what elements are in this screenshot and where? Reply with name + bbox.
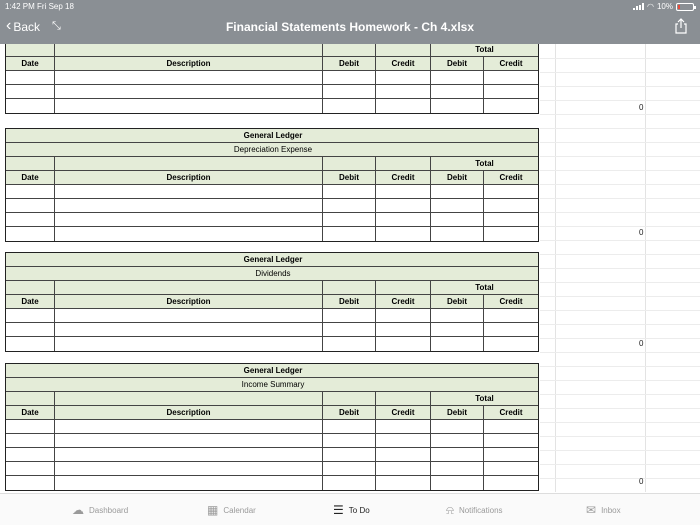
sheet-gridline [540,128,700,129]
column-header-debit[interactable]: Debit [323,406,376,419]
blank-cell[interactable] [323,281,376,294]
column-header-credit[interactable]: Credit [376,406,431,419]
entry-cell[interactable] [484,71,538,84]
sheet-gridline [540,86,700,87]
sheet-gridline [540,352,700,353]
entry-cell[interactable] [484,213,538,226]
sheet-gridline [540,408,700,409]
entry-cell[interactable] [431,185,484,198]
tab-label: Dashboard [89,505,129,515]
ledger-total-row [6,44,538,57]
cloud-icon: ☁ [72,503,84,517]
sheet-gridline [540,142,700,143]
blank-cell[interactable] [376,44,431,56]
sheet-gridline [540,324,700,325]
entry-cell[interactable] [323,309,376,322]
sheet-gridline [540,422,700,423]
column-header-debit[interactable]: Debit [431,406,484,419]
entry-cell[interactable] [6,85,55,98]
entry-cell[interactable] [6,185,55,198]
column-header-credit[interactable]: Credit [376,57,431,70]
entry-cell[interactable] [6,337,55,351]
ledger-total-row [6,157,538,171]
entry-cell[interactable] [6,213,55,226]
ledger-column-header-row [6,295,538,309]
tab-label: To Do [348,505,370,515]
entry-cell[interactable] [55,71,323,84]
entry-cell[interactable] [484,309,538,322]
entry-cell[interactable] [431,476,484,490]
blank-cell[interactable] [6,157,55,170]
entry-cell[interactable] [376,199,431,212]
spreadsheet-area[interactable] [0,44,700,492]
ledger-account-name[interactable]: Dividends [255,269,291,278]
general-ledger-table [5,44,539,114]
entry-cell[interactable] [55,420,323,433]
ledger-account-row [6,267,538,281]
general-ledger-table [5,252,539,352]
entry-cell[interactable] [323,185,376,198]
tab-label: Inbox [601,505,621,515]
tab-notifications[interactable] [446,503,503,518]
blank-cell[interactable] [55,44,323,56]
entry-cell[interactable] [484,85,538,98]
entry-cell[interactable] [431,337,484,351]
entry-cell[interactable] [323,227,376,241]
entry-cell[interactable] [431,309,484,322]
ledger-column-header-row [6,406,538,420]
blank-cell[interactable] [376,157,431,170]
blank-cell[interactable] [376,392,431,405]
entry-cell[interactable] [376,323,431,336]
sheet-gridline [540,240,700,241]
ledger-entry-row [6,476,538,490]
entry-cell[interactable] [323,420,376,433]
blank-cell[interactable] [323,157,376,170]
column-header-debit[interactable]: Debit [323,57,376,70]
entry-cell[interactable] [55,476,323,490]
sheet-gridline [540,226,700,227]
entry-cell[interactable] [323,462,376,475]
column-header-credit[interactable]: Credit [499,297,523,306]
sheet-gridline [540,282,700,283]
entry-cell[interactable] [431,213,484,226]
entry-cell[interactable] [6,476,55,490]
entry-cell[interactable] [6,309,55,322]
tab-bar [0,493,700,525]
ledger-heading-row [6,129,538,143]
ledger-total-row [6,281,538,295]
entry-cell[interactable] [376,185,431,198]
entry-cell[interactable] [484,448,538,461]
entry-cell[interactable] [323,99,376,113]
column-header-debit[interactable]: Debit [431,57,484,70]
sheet-gridline [540,254,700,255]
entry-cell[interactable] [376,462,431,475]
status-indicators [633,2,694,11]
total-header[interactable]: Total [475,159,494,168]
ledger-entry-row [6,434,538,448]
entry-cell[interactable] [484,227,538,241]
sheet-gridline [540,296,700,297]
column-header-credit[interactable]: Credit [499,59,523,68]
ledger-entry-row [6,420,538,434]
column-header-date[interactable]: Date [6,406,55,419]
entry-cell[interactable] [323,434,376,447]
entry-cell[interactable] [55,199,323,212]
list-icon: ☰ [333,503,344,517]
entry-cell[interactable] [376,85,431,98]
blank-cell[interactable] [323,44,376,56]
entry-cell[interactable] [484,323,538,336]
column-header-description[interactable]: Description [55,57,323,70]
ledger-total-row [6,392,538,406]
tab-to-do[interactable] [333,503,370,517]
entry-cell[interactable] [484,420,538,433]
blank-cell[interactable] [376,281,431,294]
entry-cell[interactable] [431,462,484,475]
sheet-gridline [540,394,700,395]
entry-cell[interactable] [55,448,323,461]
entry-cell[interactable] [431,99,484,113]
balance-value[interactable]: 0 [639,228,644,237]
entry-cell[interactable] [376,476,431,490]
ledger-column-header-row [6,171,538,185]
entry-cell[interactable] [55,434,323,447]
blank-cell[interactable] [55,281,323,294]
sheet-gridline [540,58,700,59]
entry-cell[interactable] [55,462,323,475]
sheet-gridline [540,268,700,269]
entry-cell[interactable] [376,448,431,461]
total-header[interactable]: Total [475,45,494,54]
column-header-date[interactable]: Date [6,57,55,70]
entry-cell[interactable] [6,199,55,212]
column-header-credit[interactable]: Credit [499,408,523,417]
sheet-gridline [540,72,700,73]
entry-cell[interactable] [55,85,323,98]
blank-cell[interactable] [6,392,55,405]
entry-cell[interactable] [431,448,484,461]
blank-cell[interactable] [6,281,55,294]
column-header-description[interactable]: Description [55,295,323,308]
entry-cell[interactable] [484,185,538,198]
blank-cell[interactable] [6,44,55,56]
entry-cell[interactable] [55,323,323,336]
tab-inbox[interactable] [586,503,621,517]
entry-cell[interactable] [376,420,431,433]
ledger-account-row [6,378,538,392]
sheet-gridline [540,156,700,157]
entry-cell[interactable] [323,337,376,351]
sheet-gridline [540,170,700,171]
blank-cell[interactable] [55,392,323,405]
ledger-entry-row [6,71,538,85]
entry-cell[interactable] [431,85,484,98]
battery-percent: 10% [656,2,673,11]
column-header-debit[interactable]: Debit [431,295,484,308]
ledger-entry-row [6,85,538,99]
sheet-gridline [540,478,700,479]
entry-cell[interactable] [431,420,484,433]
entry-cell[interactable] [55,213,323,226]
ledger-entry-row [6,199,538,213]
collapse-arrows-icon[interactable]: ⤡ [52,20,61,32]
sheet-gridline [540,100,700,101]
column-header-description[interactable]: Description [55,406,323,419]
entry-cell[interactable] [431,323,484,336]
entry-cell[interactable] [55,309,323,322]
entry-cell[interactable] [323,448,376,461]
ledger-account-name[interactable]: Income Summary [241,380,305,389]
entry-cell[interactable] [55,99,323,113]
navigation-bar [0,0,700,44]
ledger-entry-row [6,323,538,337]
entry-cell[interactable] [376,337,431,351]
column-header-credit[interactable]: Credit [499,173,523,182]
entry-cell[interactable] [376,213,431,226]
wifi-icon: ◠ [647,2,654,11]
entry-cell[interactable] [484,199,538,212]
entry-cell[interactable] [431,227,484,241]
entry-cell[interactable] [431,199,484,212]
blank-cell[interactable] [323,392,376,405]
total-header[interactable]: Total [475,283,494,292]
balance-value[interactable]: 0 [639,339,644,348]
entry-cell[interactable] [323,71,376,84]
entry-cell[interactable] [323,199,376,212]
entry-cell[interactable] [323,213,376,226]
ledger-column-header-row [6,57,538,71]
column-header-credit[interactable]: Credit [376,295,431,308]
ledger-heading[interactable]: General Ledger [243,131,303,140]
ledger-entry-row [6,185,538,199]
entry-cell[interactable] [6,71,55,84]
ledger-entry-row [6,337,538,351]
entry-cell[interactable] [484,476,538,490]
entry-cell[interactable] [6,227,55,241]
column-header-debit[interactable]: Debit [431,171,484,184]
sheet-gridline [540,436,700,437]
general-ledger-table [5,128,539,242]
tab-dashboard[interactable] [72,503,128,517]
entry-cell[interactable] [323,476,376,490]
ledger-entry-row [6,99,538,113]
chevron-left-icon: ‹ [6,17,12,34]
column-header-debit[interactable]: Debit [323,171,376,184]
tab-label: Notifications [458,506,503,515]
sheet-gridline [540,464,700,465]
entry-cell[interactable] [484,99,538,113]
tab-label: Calendar [223,505,256,515]
entry-cell[interactable] [6,462,55,475]
back-button[interactable] [6,17,41,34]
general-ledger-table [5,363,539,491]
column-header-debit[interactable]: Debit [323,295,376,308]
tab-calendar[interactable] [207,503,256,517]
entry-cell[interactable] [484,462,538,475]
mail-icon: ✉ [586,503,597,517]
status-time: 1:42 PM Fri Sep 18 [5,2,74,11]
entry-cell[interactable] [376,99,431,113]
entry-cell[interactable] [6,323,55,336]
entry-cell[interactable] [484,434,538,447]
sheet-gridline [540,450,700,451]
sheet-gridline [540,114,700,115]
entry-cell[interactable] [376,227,431,241]
sheet-gridline [540,366,700,367]
ledger-entry-row [6,462,538,476]
blank-cell[interactable] [55,157,323,170]
sheet-gridline [540,198,700,199]
ledger-account-name[interactable]: Depreciation Expense [233,145,313,154]
total-header[interactable]: Total [475,394,494,403]
battery-icon [676,3,694,11]
column-header-description[interactable]: Description [55,171,323,184]
ledger-entry-row [6,448,538,462]
entry-cell[interactable] [431,434,484,447]
sheet-gridline [540,338,700,339]
calendar-icon: ▦ [207,503,219,517]
column-header-date[interactable]: Date [6,171,55,184]
balance-value[interactable]: 0 [639,103,644,112]
back-label: Back [13,20,41,34]
ledger-heading[interactable]: General Ledger [243,366,303,375]
ledger-entry-row [6,213,538,227]
ledger-heading-row [6,364,538,378]
ledger-account-row [6,143,538,157]
ledger-entry-row [6,309,538,323]
entry-cell[interactable] [55,185,323,198]
sheet-gridline [540,212,700,213]
entry-cell[interactable] [376,434,431,447]
ledger-heading-row [6,253,538,267]
column-header-date[interactable]: Date [6,295,55,308]
sheet-gridline [540,310,700,311]
signal-icon [633,3,644,10]
entry-cell[interactable] [431,71,484,84]
entry-cell[interactable] [323,323,376,336]
ledger-entry-row [6,227,538,241]
share-icon[interactable] [674,18,688,34]
entry-cell[interactable] [6,99,55,113]
entry-cell[interactable] [6,420,55,433]
entry-cell[interactable] [55,227,323,241]
entry-cell[interactable] [6,448,55,461]
sheet-gridline [540,380,700,381]
entry-cell[interactable] [323,85,376,98]
bell-icon: ⍾ [446,503,454,517]
entry-cell[interactable] [484,337,538,351]
entry-cell[interactable] [6,434,55,447]
sheet-gridline [540,184,700,185]
ledger-heading[interactable]: General Ledger [243,255,303,264]
column-header-credit[interactable]: Credit [376,171,431,184]
document-title: Financial Statements Homework - Ch 4.xlsx [225,20,475,34]
entry-cell[interactable] [376,309,431,322]
entry-cell[interactable] [55,337,323,351]
balance-value[interactable]: 0 [639,477,644,486]
entry-cell[interactable] [376,71,431,84]
